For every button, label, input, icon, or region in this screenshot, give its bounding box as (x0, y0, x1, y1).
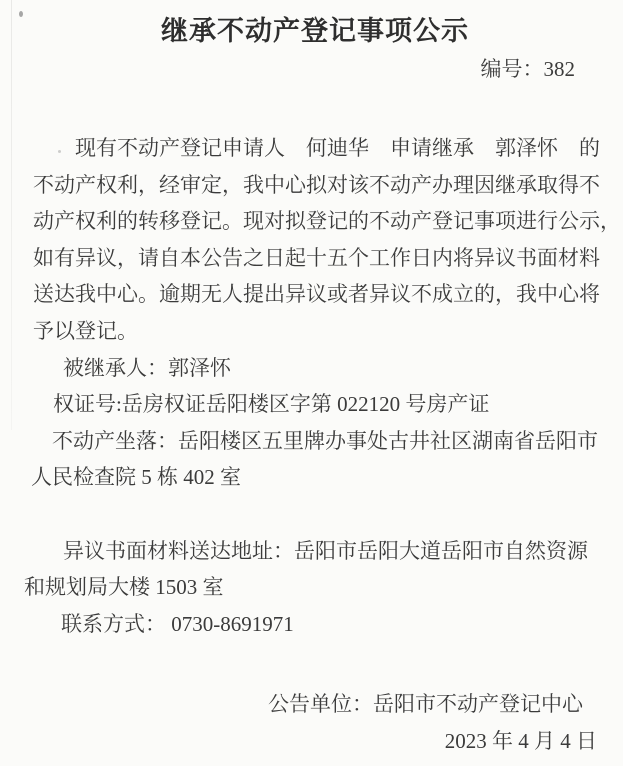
scan-speck (19, 11, 23, 17)
property-location-line: 不动产坐落：岳阳楼区五里牌办事处古井社区湖南省岳阳市 (52, 428, 598, 453)
serial-number: 编号：382 (480, 57, 575, 81)
contact-phone-line: 联系方式： 0730-8691971 (61, 611, 294, 636)
paragraph-line: 现有不动产登记申请人 何迪华 申请继承 郭泽怀 的 (75, 136, 600, 160)
notice-content (24, 0, 621, 759)
property-location-line: 人民检查院 5 栋 402 室 (31, 465, 241, 490)
decedent-line: 被继承人：郭泽怀 (63, 355, 231, 380)
issuing-authority-line: 公告单位：岳阳市不动产登记中心 (268, 691, 583, 716)
notice-body-paragraph (33, 130, 621, 350)
paragraph-line: 不动产权利，经审定，我中心拟对该不动产办理因继承取得不 (33, 172, 600, 197)
objection-address-line: 异议书面材料送达地址：岳阳市岳阳大道岳阳市自然资源 (63, 538, 588, 563)
paragraph-line: 送达我中心。逾期无人提出异议或者异议不成立的，我中心将 (33, 282, 600, 307)
paragraph-line: 予以登记。 (33, 318, 138, 343)
paragraph-line: 如有异议，请自本公告之日起十五个工作日内将异议书面材料 (33, 245, 600, 270)
certificate-number-line: 权证号:岳房权证岳阳楼区字第 022120 号房产证 (53, 392, 490, 417)
blank-line (33, 642, 597, 686)
page-title: 继承不动产登记事项公示 (161, 16, 469, 46)
paragraph-line: 动产权利的转移登记。现对拟登记的不动产登记事项进行公示， (33, 209, 621, 234)
scan-edge-artifact (11, 0, 12, 430)
blank-line (33, 496, 597, 533)
objection-address-line: 和规划局大楼 1503 室 (24, 575, 224, 600)
issue-date-line: 2023 年 4 月 4 日 (444, 728, 597, 753)
